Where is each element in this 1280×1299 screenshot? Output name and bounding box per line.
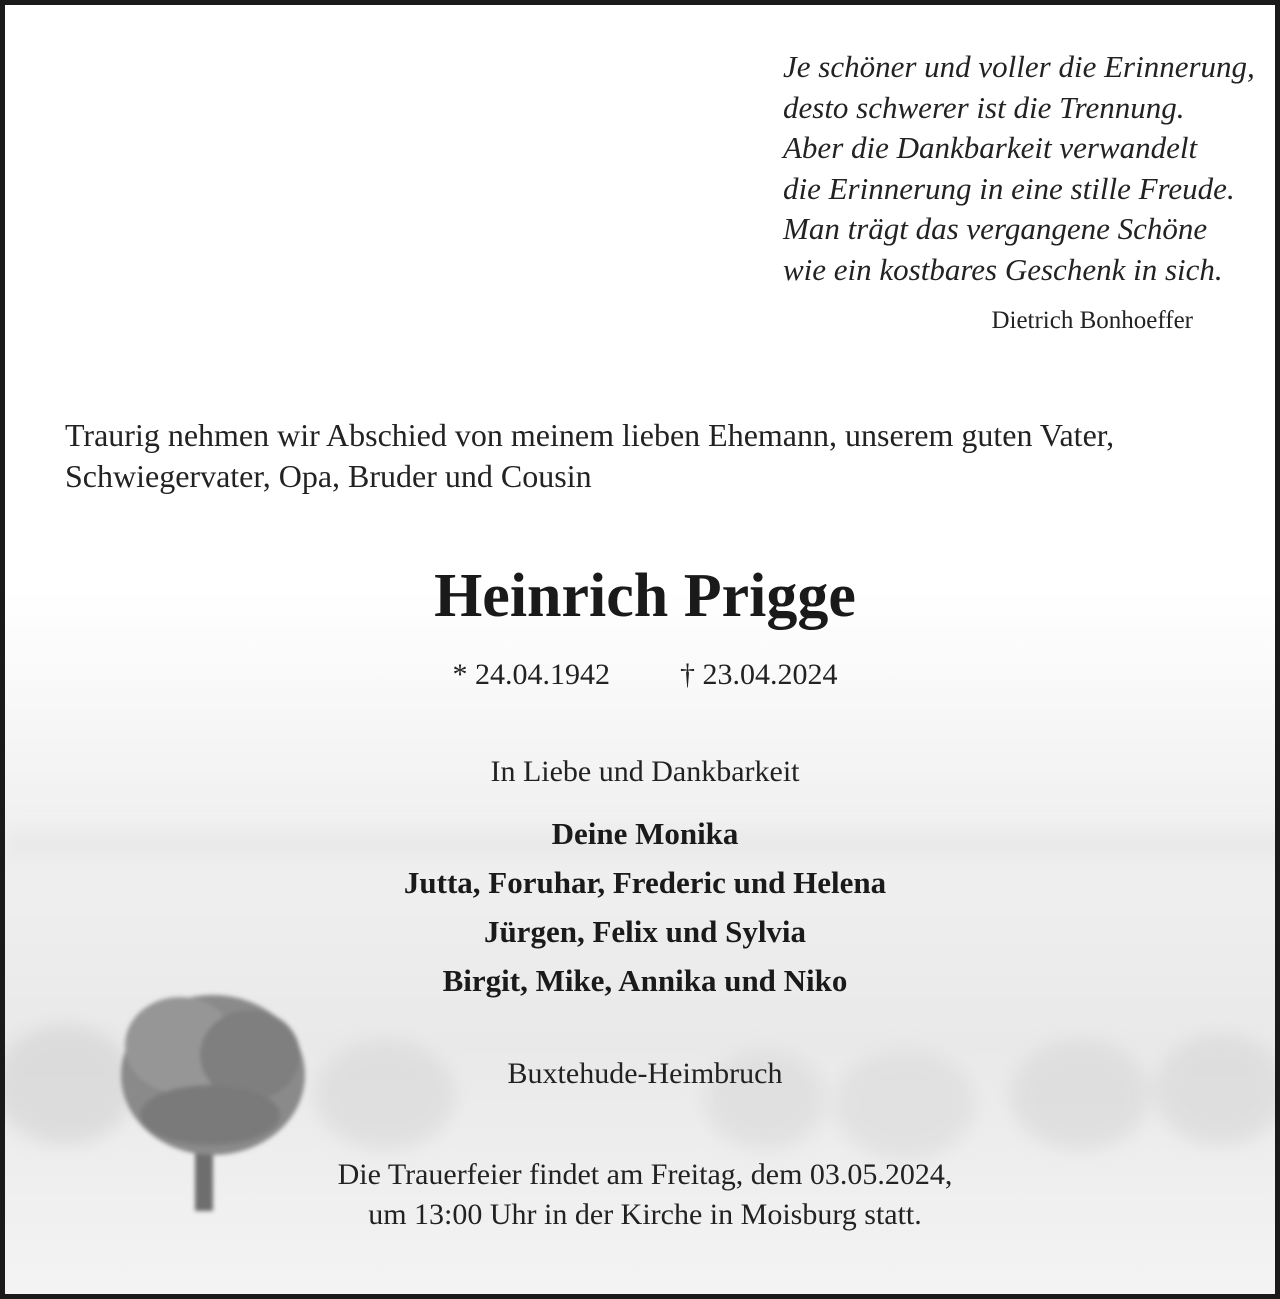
family-signatures	[5, 809, 1280, 1005]
bonhoeffer-quote	[783, 47, 1255, 290]
quote-line: Aber die Dankbarkeit verwandelt	[783, 130, 1198, 165]
quote-line: Man trägt das vergangene Schöne	[783, 211, 1208, 246]
birth-date: * 24.04.1942	[452, 658, 610, 691]
deceased-name: Heinrich Prigge	[434, 562, 856, 630]
funeral-service-info	[5, 1155, 1280, 1235]
death-date: † 23.04.2024	[680, 658, 838, 691]
service-line: um 13:00 Uhr in der Kirche in Moisburg statt.	[368, 1198, 922, 1231]
quote-line: die Erinnerung in eine stille Freude.	[783, 170, 1235, 206]
family-line: Jutta, Foruhar, Frederic und Helena	[403, 865, 887, 900]
family-line: Birgit, Mike, Annika und Niko	[442, 963, 848, 998]
intro-line: Schwiegervater, Opa, Bruder und Cousin	[65, 458, 592, 494]
quote-line: wie ein kostbares Geschenk in sich.	[783, 251, 1223, 287]
quote-author: Dietrich Bonhoeffer	[991, 307, 1193, 334]
dedication-text: In Liebe und Dankbarkeit	[490, 755, 800, 788]
quote-line: Je schöner und voller die Erinnerung,	[783, 49, 1255, 84]
family-line: Jürgen, Felix und Sylvia	[483, 914, 807, 949]
service-line: Die Trauerfeier findet am Freitag, dem 03.05.2024,	[337, 1158, 953, 1191]
intro-line: Traurig nehmen wir Abschied von meinem lieben Ehemann, unserem guten Vater,	[65, 417, 1115, 453]
location-text: Buxtehude-Heimbruch	[507, 1057, 783, 1090]
family-line: Deine Monika	[551, 816, 739, 851]
life-dates	[5, 655, 1280, 695]
intro-text	[65, 415, 1235, 497]
quote-line: desto schwerer ist die Trennung.	[783, 89, 1185, 125]
